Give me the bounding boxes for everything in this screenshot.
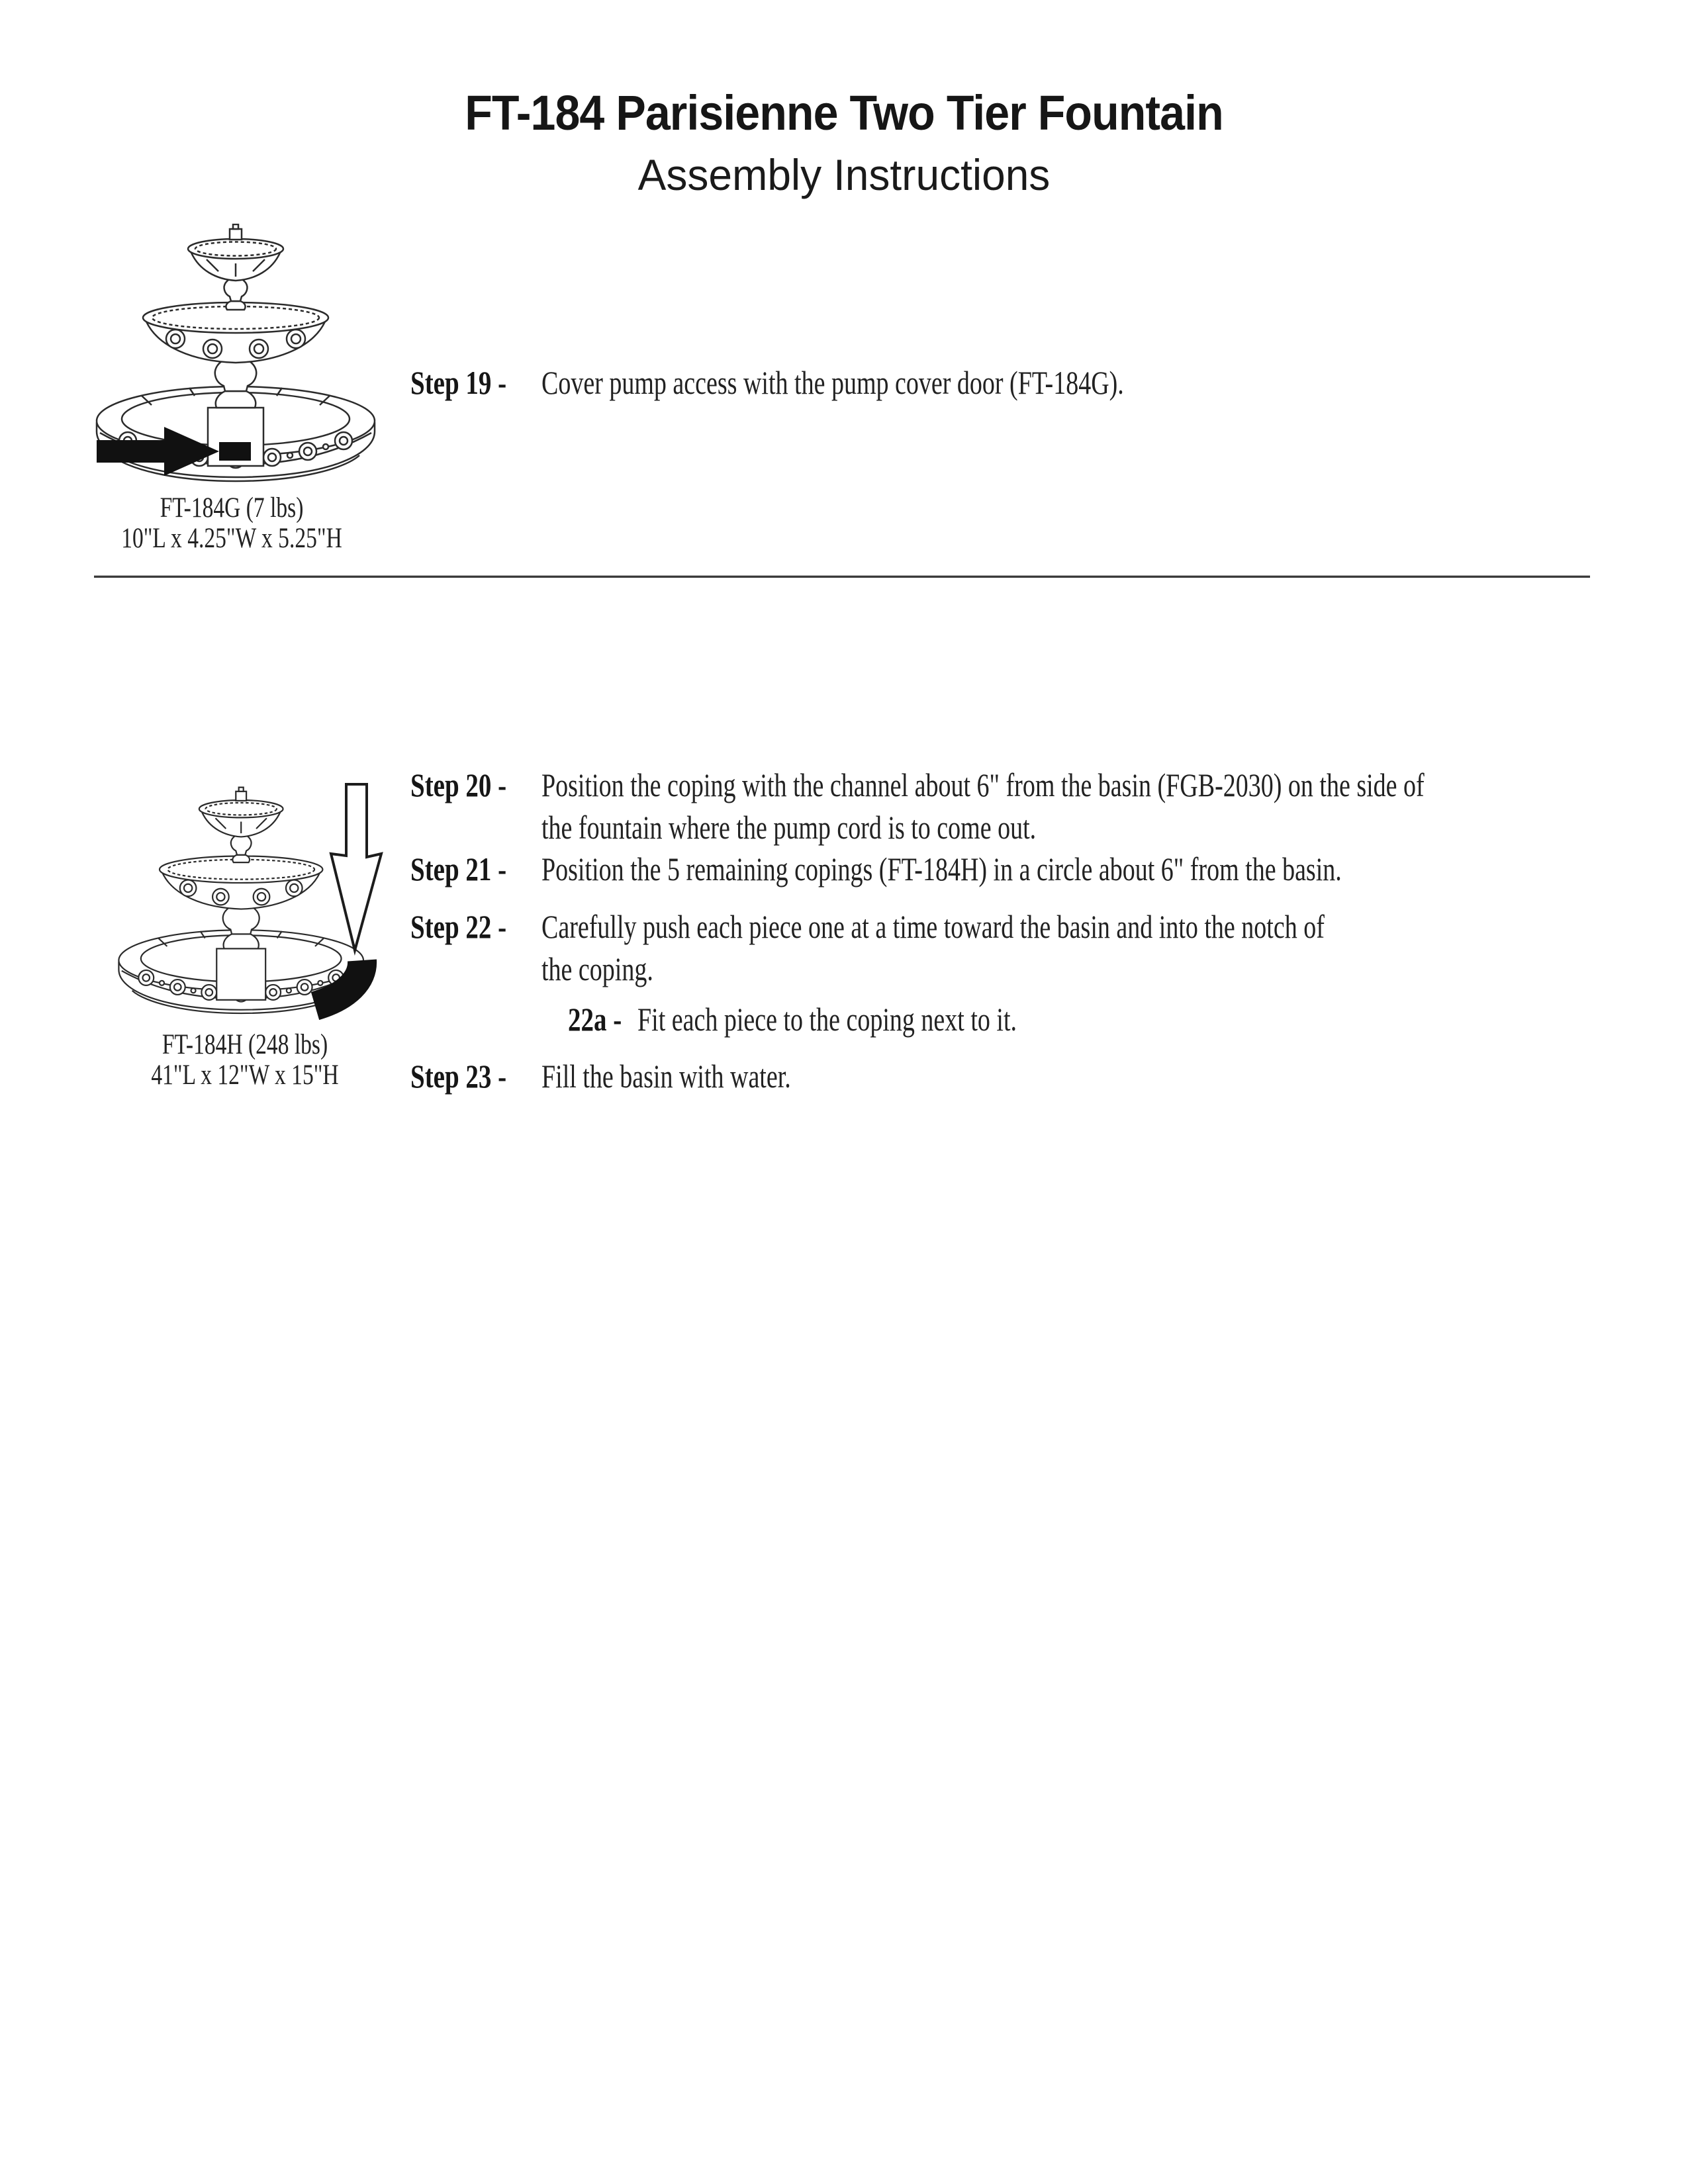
section-divider (94, 575, 1590, 578)
step-22-line-2: the coping. (541, 950, 653, 987)
step-19-line-1: Cover pump access with the pump cover door (FT-184G). (541, 364, 1124, 401)
step-22-label: Step 22 - (410, 908, 507, 945)
step-21-line-1: Position the 5 remaining copings (FT-184H) in a circle about 6" from the basin. (541, 850, 1342, 887)
step-23-text (541, 1055, 791, 1097)
step-23-label: Step 23 - (410, 1058, 507, 1095)
fountain-illustration (118, 788, 363, 1013)
pump-cover-door-highlight (219, 442, 251, 461)
step-21-text (541, 848, 1342, 890)
figure-pump-cover-door (91, 224, 383, 500)
step-20-text (541, 764, 1425, 848)
step-22a-line-1: Fit each piece to the coping next to it. (637, 1001, 1017, 1038)
figure-2-dimensions: 41"L x 12"W x 15"H (151, 1060, 339, 1091)
figure-1-dimensions: 10"L x 4.25"W x 5.25"H (121, 523, 342, 554)
figure-1-part-number: FT-184G (7 lbs) (160, 492, 304, 523)
outline-down-arrow-icon (331, 784, 381, 950)
step-19-text (541, 361, 1124, 404)
step-22a-text (637, 998, 1017, 1040)
page-title: FT-184 Parisienne Two Tier Fountain (465, 85, 1223, 140)
figure-1-caption (113, 493, 351, 554)
step-20-line-1: Position the coping with the channel about 6" from the basin (FGB-2030) on the side of (541, 766, 1425, 803)
step-19-label: Step 19 - (410, 364, 507, 401)
step-21-label: Step 21 - (410, 850, 507, 887)
figure-2-caption (126, 1030, 364, 1091)
page-subtitle: Assembly Instructions (637, 150, 1051, 199)
step-22-text (541, 905, 1325, 990)
step-23-line-1: Fill the basin with water. (541, 1058, 791, 1095)
step-22-line-1: Carefully push each piece one at a time toward the basin and into the notch of (541, 908, 1325, 945)
step-20-label: Step 20 - (410, 766, 507, 803)
step-22a-label: 22a - (568, 1001, 622, 1038)
figure-coping (105, 783, 391, 1033)
step-20-line-2: the fountain where the pump cord is to come out. (541, 809, 1037, 846)
figure-2-part-number: FT-184H (248 lbs) (162, 1029, 328, 1060)
